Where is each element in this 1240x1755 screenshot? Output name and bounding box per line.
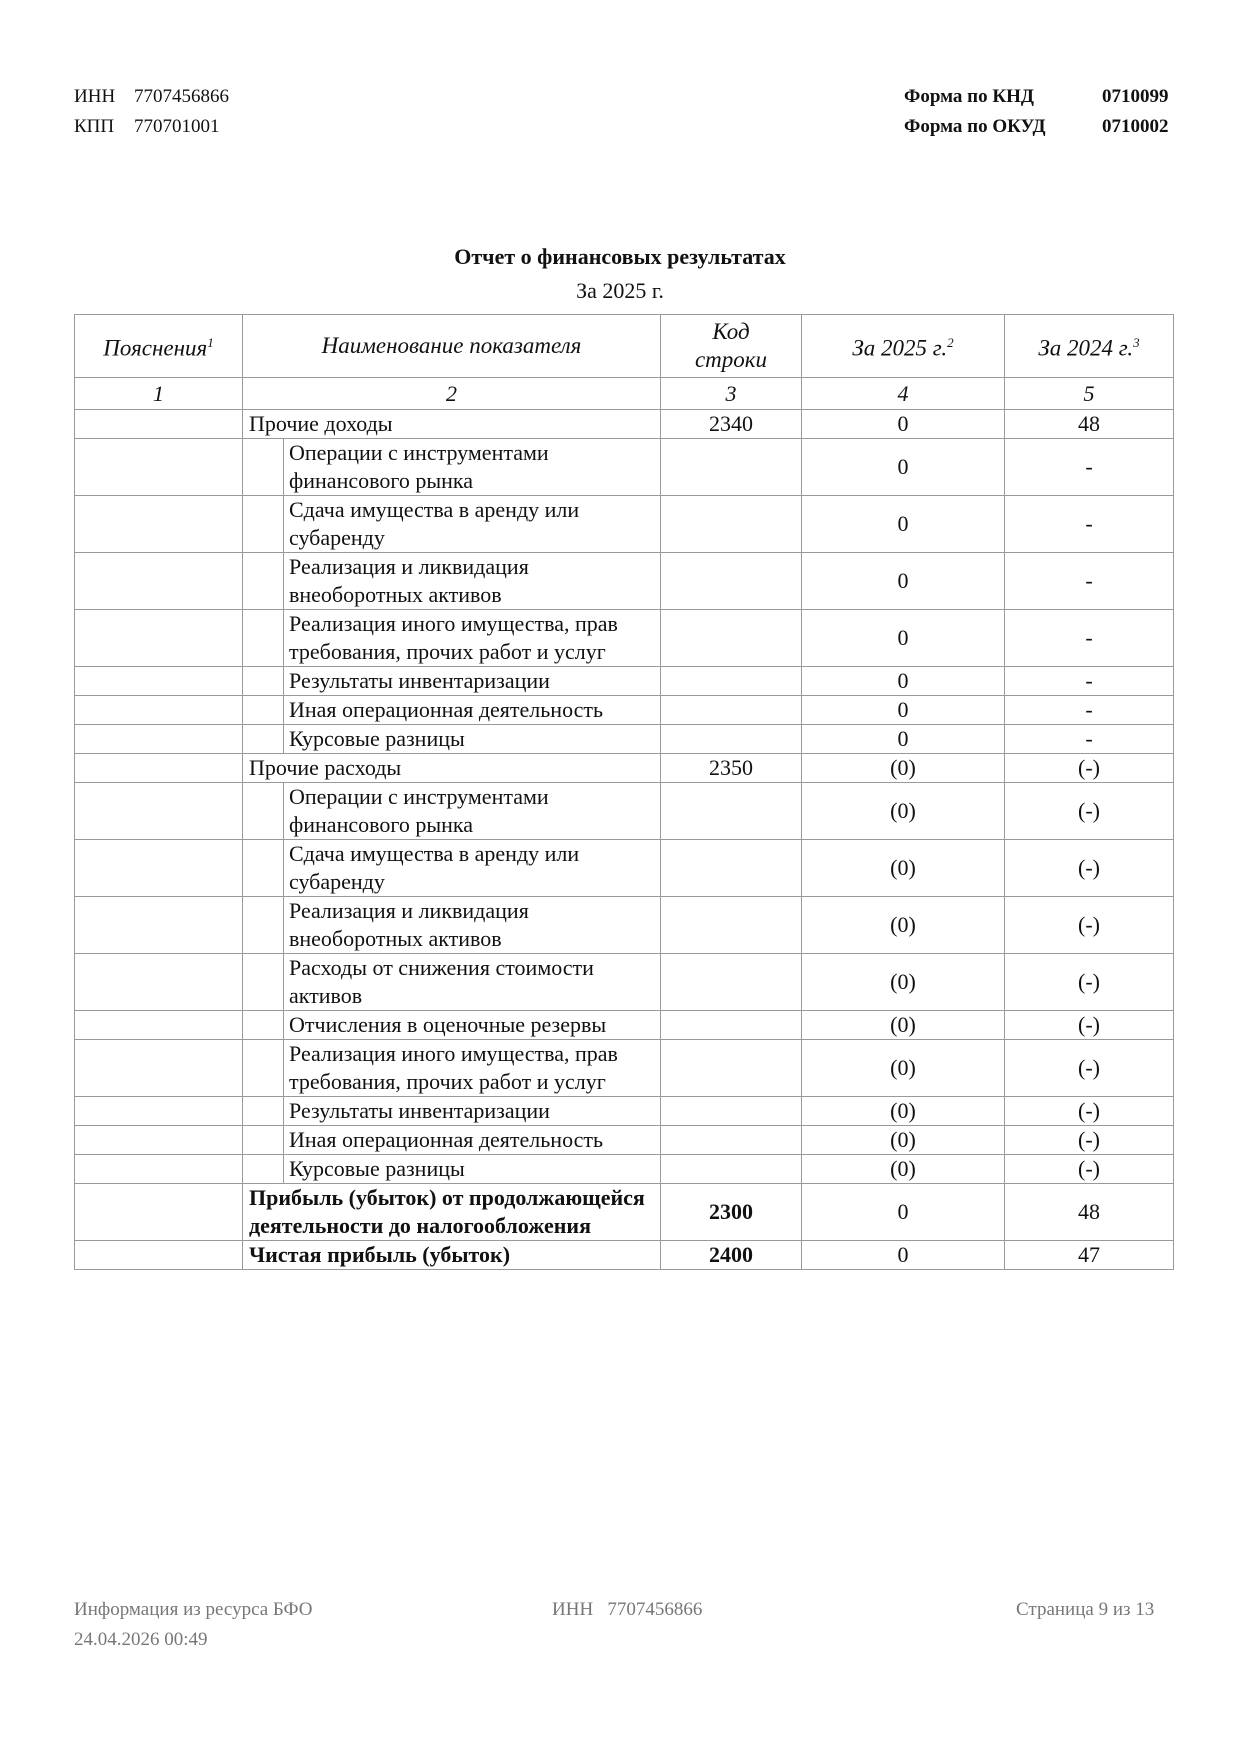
footer-inn-value: 7707456866 xyxy=(607,1599,703,1620)
row-value-prior: (-) xyxy=(1005,783,1174,840)
table-row xyxy=(75,725,1174,754)
row-name: Операции с инструментами финансового рынка xyxy=(243,439,661,496)
row-value-current: 0 xyxy=(802,553,1005,610)
row-code xyxy=(661,783,802,840)
row-code: 2340 xyxy=(661,410,802,439)
row-value-current: (0) xyxy=(802,897,1005,954)
row-value-prior: (-) xyxy=(1005,1011,1174,1040)
column-numbers-row xyxy=(75,378,1174,410)
inn-line xyxy=(74,82,229,112)
row-explanation xyxy=(75,1155,243,1184)
row-value-current: 0 xyxy=(802,725,1005,754)
row-explanation xyxy=(75,725,243,754)
row-explanation xyxy=(75,1241,243,1270)
row-name: Курсовые разницы xyxy=(243,725,661,754)
row-code xyxy=(661,610,802,667)
row-name: Иная операционная деятельность xyxy=(243,1126,661,1155)
okud-label: Форма по ОКУД xyxy=(904,116,1046,137)
col-number: 1 xyxy=(75,378,243,410)
col-code: Код строки xyxy=(661,315,802,378)
row-value-current: 0 xyxy=(802,1184,1005,1241)
row-value-prior: - xyxy=(1005,553,1174,610)
row-explanation xyxy=(75,783,243,840)
table-row xyxy=(75,667,1174,696)
row-value-current: 0 xyxy=(802,1241,1005,1270)
table-row xyxy=(75,1126,1174,1155)
row-value-current: 0 xyxy=(802,610,1005,667)
table-row xyxy=(75,610,1174,667)
table-row xyxy=(75,1241,1174,1270)
table-row xyxy=(75,439,1174,496)
row-value-current: (0) xyxy=(802,1097,1005,1126)
row-value-current: (0) xyxy=(802,1011,1005,1040)
table-body xyxy=(75,410,1174,1270)
knd-line xyxy=(904,82,1169,112)
row-name: Реализация иного имущества, прав требования, прочих работ и услуг xyxy=(243,610,661,667)
row-explanation xyxy=(75,696,243,725)
table-row xyxy=(75,897,1174,954)
footer-page-number: Страница 9 из 13 xyxy=(1016,1599,1155,1620)
row-explanation xyxy=(75,553,243,610)
row-value-current: 0 xyxy=(802,696,1005,725)
report-period: За 2025 г. xyxy=(576,278,664,303)
row-name: Операции с инструментами финансового рынка xyxy=(243,783,661,840)
table-row xyxy=(75,754,1174,783)
table-row xyxy=(75,1040,1174,1097)
okud-value: 0710002 xyxy=(1102,116,1169,137)
row-value-prior: (-) xyxy=(1005,1126,1174,1155)
row-value-current: (0) xyxy=(802,1126,1005,1155)
row-name: Отчисления в оценочные резервы xyxy=(243,1011,661,1040)
row-value-current: (0) xyxy=(802,754,1005,783)
table-row xyxy=(75,1155,1174,1184)
okud-line xyxy=(904,112,1169,142)
row-value-current: (0) xyxy=(802,783,1005,840)
row-name: Результаты инвентаризации xyxy=(243,1097,661,1126)
row-code xyxy=(661,696,802,725)
col-explanations: Пояснения$^1$ xyxy=(75,315,243,378)
row-explanation xyxy=(75,496,243,553)
kpp-label: КПП xyxy=(74,116,115,137)
row-name: Сдача имущества в аренду или субаренду xyxy=(243,496,661,553)
row-value-prior: - xyxy=(1005,496,1174,553)
row-value-current: 0 xyxy=(802,667,1005,696)
row-name: Расходы от снижения стоимости активов xyxy=(243,954,661,1011)
kpp-line xyxy=(74,112,229,142)
row-name: Результаты инвентаризации xyxy=(243,667,661,696)
table-row xyxy=(75,783,1174,840)
row-explanation xyxy=(75,667,243,696)
col-number: 5 xyxy=(1005,378,1174,410)
col-number: 4 xyxy=(802,378,1005,410)
row-value-current: (0) xyxy=(802,1155,1005,1184)
row-value-prior: (-) xyxy=(1005,1040,1174,1097)
row-explanation xyxy=(75,1097,243,1126)
row-value-prior: (-) xyxy=(1005,897,1174,954)
row-code xyxy=(661,1126,802,1155)
row-code xyxy=(661,667,802,696)
col-period-current: За 2025 г.$^2$ xyxy=(802,315,1005,378)
row-name: Реализация и ликвидация внеоборотных активов xyxy=(243,897,661,954)
row-code: 2300 xyxy=(661,1184,802,1241)
row-name: Реализация и ликвидация внеоборотных активов xyxy=(243,553,661,610)
col-number: 3 xyxy=(661,378,802,410)
row-code xyxy=(661,954,802,1011)
row-code xyxy=(661,1155,802,1184)
footer-inn-label: ИНН xyxy=(552,1599,594,1620)
report-title: Отчет о финансовых результатах xyxy=(454,244,786,269)
row-code xyxy=(661,1040,802,1097)
row-explanation xyxy=(75,754,243,783)
row-explanation xyxy=(75,610,243,667)
row-name: Курсовые разницы xyxy=(243,1155,661,1184)
row-code xyxy=(661,725,802,754)
row-name: Прибыль (убыток) от продолжающейся деятельности до налогообложения xyxy=(243,1184,661,1241)
row-value-prior: (-) xyxy=(1005,1097,1174,1126)
row-value-current: (0) xyxy=(802,840,1005,897)
row-code xyxy=(661,1011,802,1040)
row-value-prior: (-) xyxy=(1005,840,1174,897)
row-value-current: 0 xyxy=(802,439,1005,496)
table-row xyxy=(75,410,1174,439)
row-code xyxy=(661,496,802,553)
table-row xyxy=(75,1011,1174,1040)
row-value-prior: 48 xyxy=(1005,410,1174,439)
kpp-value: 770701001 xyxy=(134,116,220,137)
footer-inn xyxy=(552,1595,702,1625)
row-explanation xyxy=(75,840,243,897)
row-explanation xyxy=(75,1040,243,1097)
row-value-prior: - xyxy=(1005,725,1174,754)
row-value-prior: 47 xyxy=(1005,1241,1174,1270)
col-period-prior: За 2024 г.$^3$ xyxy=(1005,315,1174,378)
row-explanation xyxy=(75,1184,243,1241)
table-row xyxy=(75,696,1174,725)
row-name: Иная операционная деятельность xyxy=(243,696,661,725)
row-name: Прочие расходы xyxy=(243,754,661,783)
table-header-row xyxy=(75,315,1174,378)
table-row xyxy=(75,840,1174,897)
row-value-prior: - xyxy=(1005,667,1174,696)
row-explanation xyxy=(75,439,243,496)
row-value-prior: (-) xyxy=(1005,754,1174,783)
row-code xyxy=(661,439,802,496)
row-code xyxy=(661,553,802,610)
row-code xyxy=(661,1097,802,1126)
table-row xyxy=(75,1097,1174,1126)
row-explanation xyxy=(75,1011,243,1040)
row-value-prior: - xyxy=(1005,439,1174,496)
row-code: 2400 xyxy=(661,1241,802,1270)
row-code xyxy=(661,840,802,897)
row-explanation xyxy=(75,954,243,1011)
row-value-current: (0) xyxy=(802,954,1005,1011)
row-value-prior: (-) xyxy=(1005,1155,1174,1184)
row-name: Сдача имущества в аренду или субаренду xyxy=(243,840,661,897)
row-name: Реализация иного имущества, прав требования, прочих работ и услуг xyxy=(243,1040,661,1097)
footer-source-text: Информация из ресурса БФО xyxy=(74,1599,313,1620)
footer-timestamp: 24.04.2026 00:49 xyxy=(74,1629,208,1650)
table-row xyxy=(75,1184,1174,1241)
row-code xyxy=(661,897,802,954)
header-right xyxy=(904,82,1169,142)
col-name: Наименование показателя xyxy=(243,315,661,378)
row-explanation xyxy=(75,1126,243,1155)
row-explanation xyxy=(75,410,243,439)
knd-label: Форма по КНД xyxy=(904,86,1034,107)
row-value-prior: (-) xyxy=(1005,954,1174,1011)
knd-value: 0710099 xyxy=(1102,86,1169,107)
inn-value: 7707456866 xyxy=(134,86,229,107)
row-value-current: 0 xyxy=(802,496,1005,553)
row-value-current: (0) xyxy=(802,1040,1005,1097)
row-code: 2350 xyxy=(661,754,802,783)
header-left xyxy=(74,82,229,142)
col-number: 2 xyxy=(243,378,661,410)
inn-label: ИНН xyxy=(74,86,116,107)
row-value-current: 0 xyxy=(802,410,1005,439)
row-value-prior: 48 xyxy=(1005,1184,1174,1241)
row-name: Прочие доходы xyxy=(243,410,661,439)
row-name: Чистая прибыль (убыток) xyxy=(243,1241,661,1270)
table-row xyxy=(75,553,1174,610)
row-value-prior: - xyxy=(1005,610,1174,667)
report-table xyxy=(74,314,1174,1270)
table-row xyxy=(75,496,1174,553)
row-explanation xyxy=(75,897,243,954)
footer-source xyxy=(74,1595,313,1655)
table-row xyxy=(75,954,1174,1011)
row-value-prior: - xyxy=(1005,696,1174,725)
